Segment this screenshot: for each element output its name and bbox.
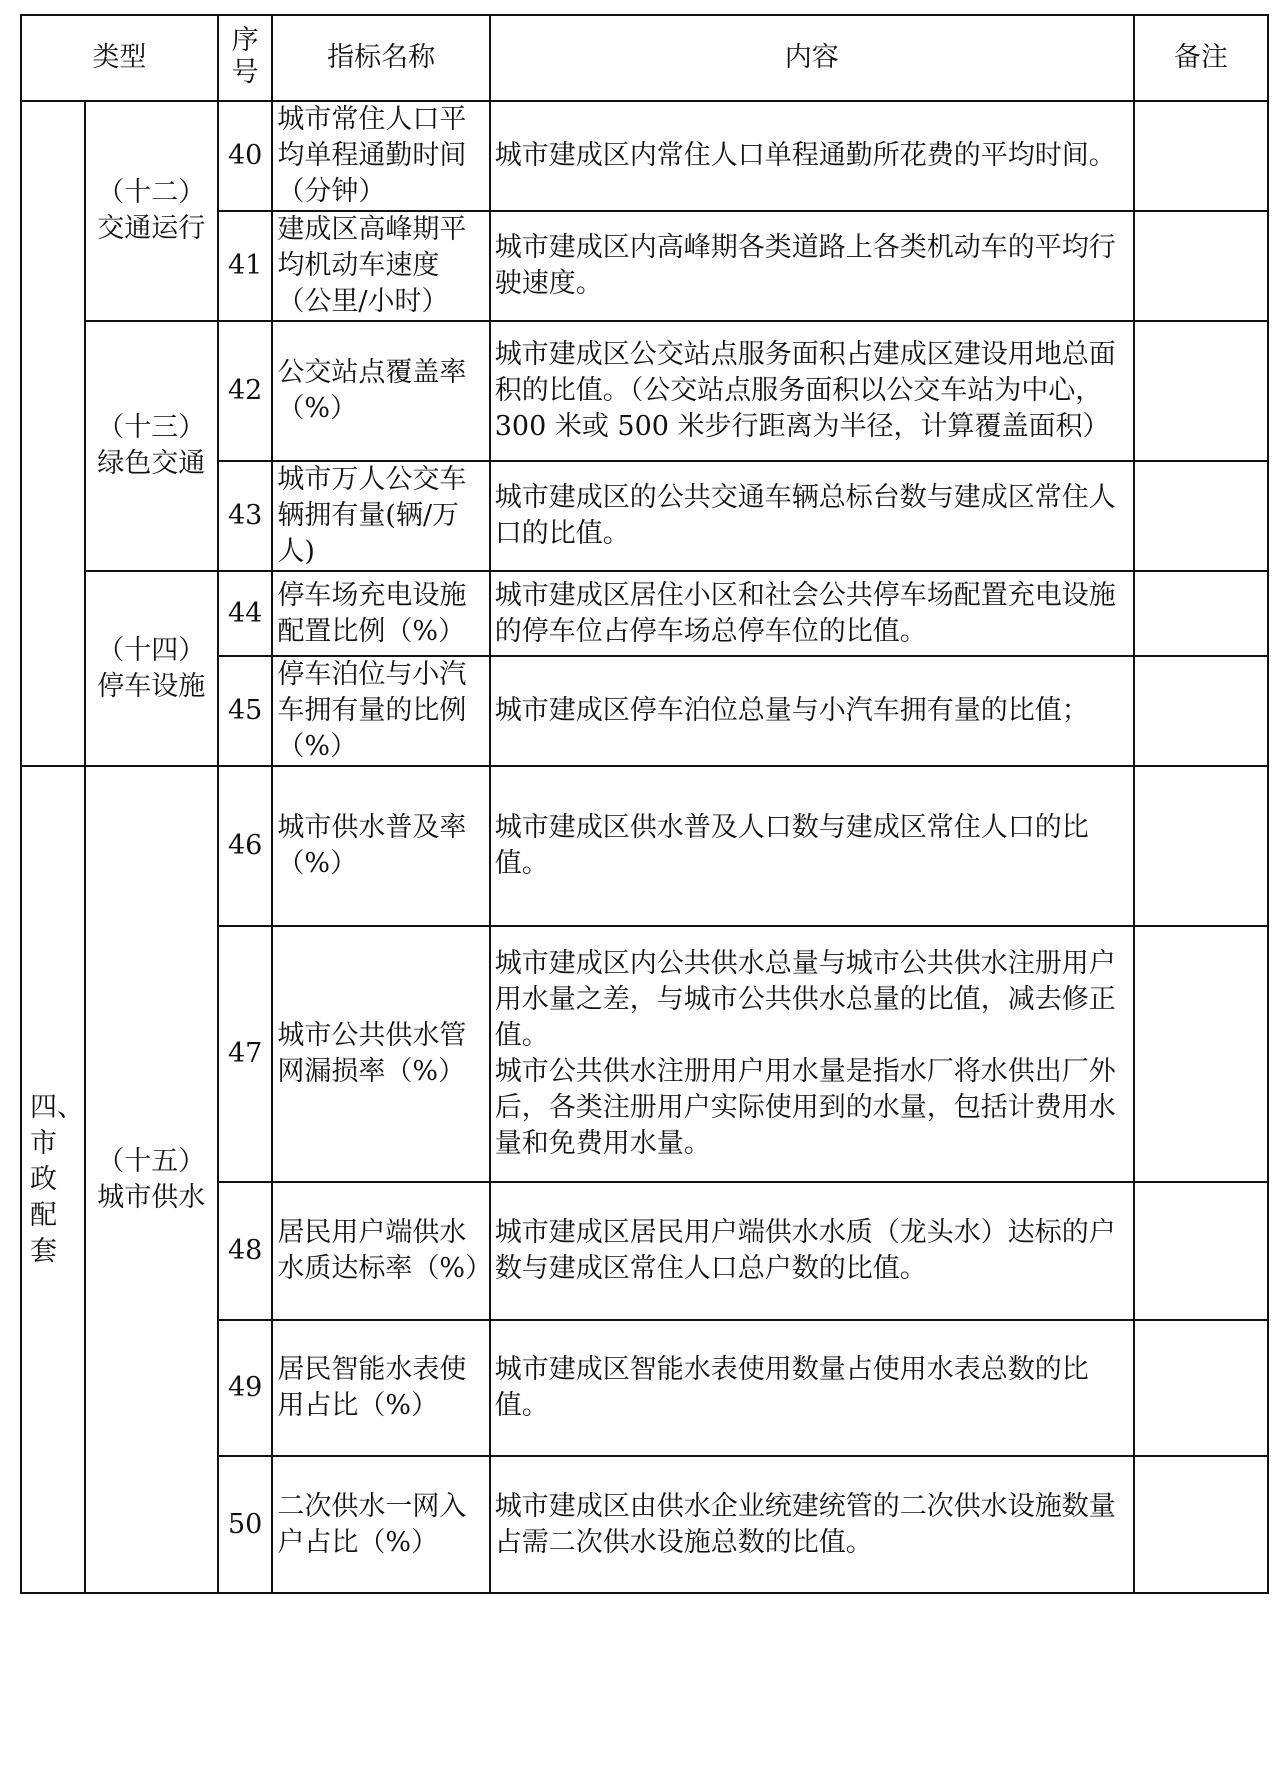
row-content: 城市建成区居民用户端供水水质（龙头水）达标的户数与建成区常住人口总户数的比值。: [490, 1182, 1134, 1320]
subcategory-cell: （十三）绿色交通: [85, 321, 218, 571]
row-content: 城市建成区内高峰期各类道路上各类机动车的平均行驶速度。: [490, 211, 1134, 321]
row-name: 停车泊位与小汽车拥有量的比例（%）: [272, 656, 489, 766]
row-name: 建成区高峰期平均机动车速度（公里/小时）: [272, 211, 489, 321]
table-row: [21, 571, 1268, 656]
row-note: [1134, 766, 1268, 926]
row-content: 城市建成区居住小区和社会公共停车场配置充电设施的停车位占停车场总停车位的比值。: [490, 571, 1134, 656]
indicator-table: [20, 14, 1269, 1594]
row-note: [1134, 1182, 1268, 1320]
subcategory-cell: （十四）停车设施: [85, 571, 218, 766]
header-seq: 序号: [218, 15, 273, 101]
row-seq: 46: [218, 766, 273, 926]
table-row: [21, 321, 1268, 461]
row-name: 城市万人公交车辆拥有量(辆/万人): [272, 461, 489, 571]
subcategory-cell: （十五）城市供水: [85, 766, 218, 1593]
header-type: 类型: [21, 15, 218, 101]
row-note: [1134, 656, 1268, 766]
row-name: 城市常住人口平均单程通勤时间（分钟）: [272, 101, 489, 211]
row-note: [1134, 571, 1268, 656]
row-name: 公交站点覆盖率（%）: [272, 321, 489, 461]
row-content: 城市建成区的公共交通车辆总标台数与建成区常住人口的比值。: [490, 461, 1134, 571]
row-content: [490, 926, 1134, 1182]
table-header-row: [21, 15, 1268, 101]
category-cell-blank: [21, 101, 85, 766]
row-content: 城市建成区内常住人口单程通勤所花费的平均时间。: [490, 101, 1134, 211]
row-seq: 44: [218, 571, 273, 656]
row-name: 城市供水普及率（%）: [272, 766, 489, 926]
row-content-part1: 城市建成区内公共供水总量与城市公共供水注册用户用水量之差，与城市公共供水总量的比值，减去修正值。: [494, 948, 1116, 1051]
row-content: 城市建成区智能水表使用数量占使用水表总数的比值。: [490, 1320, 1134, 1456]
subcategory-cell: （十二）交通运行: [85, 101, 218, 321]
table-row: [21, 766, 1268, 926]
row-name: 城市公共供水管网漏损率（%）: [272, 926, 489, 1182]
row-seq: 41: [218, 211, 273, 321]
row-seq: 42: [218, 321, 273, 461]
row-content: 城市建成区由供水企业统建统管的二次供水设施数量占需二次供水设施总数的比值。: [490, 1456, 1134, 1593]
row-seq: 47: [218, 926, 273, 1182]
row-seq: 50: [218, 1456, 273, 1593]
category-cell: 四、市政配套: [21, 766, 85, 1593]
row-content: 城市建成区公交站点服务面积占建成区建设用地总面积的比值。（公交站点服务面积以公交车站为中心，300 米或 500 米步行距离为半径，计算覆盖面积）: [490, 321, 1134, 461]
row-seq: 43: [218, 461, 273, 571]
row-seq: 45: [218, 656, 273, 766]
row-name: 停车场充电设施配置比例（%）: [272, 571, 489, 656]
row-note: [1134, 1320, 1268, 1456]
header-note: 备注: [1134, 15, 1268, 101]
row-note: [1134, 321, 1268, 461]
header-name: 指标名称: [272, 15, 489, 101]
row-seq: 48: [218, 1182, 273, 1320]
row-seq: 49: [218, 1320, 273, 1456]
row-name: 二次供水一网入户占比（%）: [272, 1456, 489, 1593]
row-content-part2: 城市公共供水注册用户用水量是指水厂将水供出厂外后，各类注册用户实际使用到的水量，包括计费用水量和免费用水量。: [494, 1056, 1116, 1159]
row-note: [1134, 211, 1268, 321]
row-note: [1134, 1456, 1268, 1593]
row-note: [1134, 926, 1268, 1182]
row-seq: 40: [218, 101, 273, 211]
row-content: 城市建成区供水普及人口数与建成区常住人口的比值。: [490, 766, 1134, 926]
row-name: 居民用户端供水水质达标率（%）: [272, 1182, 489, 1320]
row-note: [1134, 101, 1268, 211]
table-row: [21, 101, 1268, 211]
row-name: 居民智能水表使用占比（%）: [272, 1320, 489, 1456]
row-note: [1134, 461, 1268, 571]
row-content: 城市建成区停车泊位总量与小汽车拥有量的比值；: [490, 656, 1134, 766]
header-content: 内容: [490, 15, 1134, 101]
